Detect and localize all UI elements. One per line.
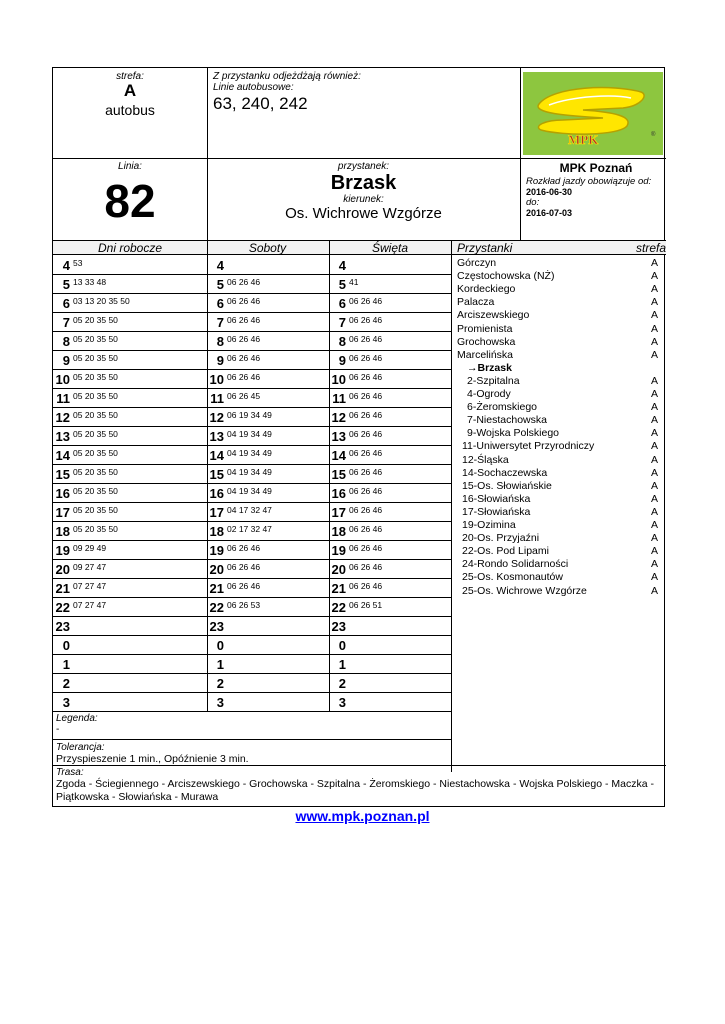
stop-name: Marcelińska bbox=[457, 348, 514, 361]
mpk-logo bbox=[523, 72, 663, 155]
stop-name: 22-Os. Pod Lipami bbox=[462, 545, 549, 558]
saturday-minutes: 06 26 46 bbox=[227, 315, 261, 325]
schedule-row bbox=[53, 427, 451, 446]
saturday-hour: 16 bbox=[209, 486, 224, 501]
holidays-header: Święta bbox=[371, 241, 409, 255]
saturday-hour: 21 bbox=[209, 581, 224, 596]
bus-lines-label: Linie autobusowe: bbox=[213, 82, 294, 93]
holiday-minutes: 06 26 46 bbox=[349, 505, 383, 515]
holiday-minutes: 06 26 46 bbox=[349, 315, 383, 325]
holiday-hour: 18 bbox=[331, 524, 346, 539]
zone-box bbox=[53, 68, 207, 158]
holiday-minutes: 06 26 46 bbox=[349, 581, 383, 591]
current-stop bbox=[467, 362, 512, 374]
stop-zone: A bbox=[650, 492, 658, 505]
weekday-hour: 23 bbox=[55, 619, 70, 634]
saturday-hour: 10 bbox=[209, 372, 224, 387]
weekday-hour: 14 bbox=[55, 448, 70, 463]
stop-zone: A bbox=[650, 309, 658, 322]
stop-name: 17-Słowiańska bbox=[462, 505, 531, 518]
holiday-hour: 8 bbox=[338, 334, 346, 349]
stop-zone: A bbox=[650, 296, 658, 309]
route-value: Zgoda - Ściegiennego - Arciszewskiego - Grochowska - Szpitalna - Żeromskiego - Niestachowska - Wojska Polskiego - Maczka - Piątkowska - Słowiańska - Murawa bbox=[56, 778, 654, 803]
legend-value: - bbox=[56, 724, 60, 735]
current-stop-label: Brzask bbox=[477, 361, 512, 374]
saturday-minutes: 06 26 46 bbox=[227, 562, 261, 572]
weekday-hour: 6 bbox=[62, 296, 70, 311]
weekday-hour: 18 bbox=[55, 524, 70, 539]
weekday-minutes: 05 20 35 50 bbox=[73, 372, 118, 382]
weekday-hour: 5 bbox=[62, 277, 70, 292]
stop-zone: A bbox=[650, 558, 658, 571]
schedule-row bbox=[53, 351, 451, 370]
holiday-minutes: 06 26 46 bbox=[349, 429, 383, 439]
validity-box bbox=[520, 159, 666, 240]
schedule-row bbox=[53, 636, 451, 655]
schedule-row bbox=[53, 503, 451, 522]
bus-lines: 63, 240, 242 bbox=[213, 94, 308, 113]
holiday-minutes: 06 26 46 bbox=[349, 334, 383, 344]
saturday-minutes: 06 26 46 bbox=[227, 581, 261, 591]
holiday-minutes: 06 26 46 bbox=[349, 391, 383, 401]
saturday-hour: 18 bbox=[209, 524, 224, 539]
valid-to-label: do: bbox=[526, 197, 540, 208]
valid-to: 2016-07-03 bbox=[526, 208, 573, 218]
holiday-hour: 9 bbox=[338, 353, 346, 368]
weekday-hour: 15 bbox=[55, 467, 70, 482]
weekday-minutes: 53 bbox=[73, 258, 83, 268]
stop-box bbox=[207, 159, 520, 240]
schedule-row bbox=[53, 465, 451, 484]
stop-zone: A bbox=[650, 545, 658, 558]
saturday-hour: 19 bbox=[209, 543, 224, 558]
weekday-hour: 19 bbox=[55, 543, 70, 558]
stop-name: 7-Niestachowska bbox=[467, 414, 547, 427]
holiday-minutes: 06 26 46 bbox=[349, 524, 383, 534]
stop-name: Grochowska bbox=[457, 335, 516, 348]
tolerance-value: Przyspieszenie 1 min., Opóźnienie 3 min. bbox=[56, 753, 249, 765]
holiday-hour: 11 bbox=[332, 391, 346, 406]
saturday-minutes: 04 19 34 49 bbox=[227, 486, 272, 496]
vehicle-type: autobus bbox=[105, 102, 155, 118]
stop-name: 4-Ogrody bbox=[467, 388, 511, 400]
schedule-row bbox=[53, 370, 451, 389]
valid-from: 2016-06-30 bbox=[526, 187, 573, 197]
direction-name: Os. Wichrowe Wzgórze bbox=[285, 205, 442, 222]
stop-zone: A bbox=[650, 401, 658, 414]
weekday-minutes: 05 20 35 50 bbox=[73, 505, 118, 515]
stop-zone: A bbox=[650, 374, 658, 387]
weekday-hour: 9 bbox=[62, 353, 70, 368]
stop-zone: A bbox=[650, 257, 658, 269]
weekday-minutes: 05 20 35 50 bbox=[73, 410, 118, 420]
holiday-minutes: 06 26 51 bbox=[349, 600, 383, 610]
stop-zone: A bbox=[650, 322, 658, 335]
holiday-minutes: 06 26 46 bbox=[349, 486, 383, 496]
saturday-minutes: 06 26 53 bbox=[227, 600, 261, 610]
saturday-minutes: 06 26 46 bbox=[227, 277, 261, 287]
stop-zone: A bbox=[650, 427, 658, 440]
holiday-hour: 3 bbox=[338, 695, 346, 710]
stop-name: 12-Śląska bbox=[462, 453, 509, 466]
stop-zone: A bbox=[650, 414, 658, 427]
weekday-hour: 17 bbox=[55, 505, 70, 520]
saturday-hour: 15 bbox=[209, 467, 224, 482]
direction-label: kierunek: bbox=[343, 194, 384, 205]
saturday-hour: 5 bbox=[216, 277, 224, 292]
stop-name: Arciszewskiego bbox=[457, 309, 530, 322]
weekday-minutes: 03 13 20 35 50 bbox=[73, 296, 130, 306]
weekday-hour: 4 bbox=[62, 258, 70, 273]
legend-box bbox=[53, 712, 451, 740]
stop-zone: A bbox=[650, 584, 658, 597]
saturday-hour: 9 bbox=[216, 353, 224, 368]
schedule-row bbox=[53, 332, 451, 351]
schedule-row bbox=[53, 294, 451, 313]
stop-zone: A bbox=[650, 283, 658, 296]
stop-name: Palacza bbox=[457, 296, 495, 309]
holiday-minutes: 06 26 46 bbox=[349, 467, 383, 477]
timetable-frame bbox=[52, 67, 665, 807]
schedule-row bbox=[53, 655, 451, 674]
weekday-minutes: 07 27 47 bbox=[73, 600, 107, 610]
weekday-hour: 3 bbox=[62, 695, 70, 710]
weekday-hour: 0 bbox=[62, 638, 70, 653]
stop-name: 19-Ozimina bbox=[462, 519, 516, 531]
schedule-row bbox=[53, 617, 451, 636]
weekday-minutes: 05 20 35 50 bbox=[73, 486, 118, 496]
holiday-hour: 13 bbox=[331, 429, 346, 444]
saturday-minutes: 04 17 32 47 bbox=[227, 505, 272, 515]
stop-zone: A bbox=[650, 388, 658, 400]
saturday-minutes: 02 17 32 47 bbox=[227, 524, 272, 534]
schedule-row bbox=[53, 522, 451, 541]
holiday-minutes: 06 26 46 bbox=[349, 353, 383, 363]
saturday-minutes: 06 26 46 bbox=[227, 543, 261, 553]
stop-name: 9-Wojska Polskiego bbox=[467, 427, 560, 440]
stop-zone: A bbox=[650, 505, 658, 518]
weekday-hour: 10 bbox=[55, 372, 70, 387]
weekday-minutes: 05 20 35 50 bbox=[73, 391, 118, 401]
weekday-hour: 16 bbox=[55, 486, 70, 501]
saturday-hour: 20 bbox=[209, 562, 224, 577]
holiday-hour: 16 bbox=[331, 486, 346, 501]
saturday-hour: 13 bbox=[209, 429, 224, 444]
schedule-row bbox=[53, 256, 451, 275]
stops-header: Przystanki bbox=[457, 241, 513, 255]
stop-name: Częstochowska (NŻ) bbox=[457, 270, 555, 283]
weekday-minutes: 07 27 47 bbox=[73, 581, 107, 591]
line-box bbox=[53, 159, 207, 240]
weekday-minutes: 05 20 35 50 bbox=[73, 334, 118, 344]
valid-from-label: Rozkład jazdy obowiązuje od: bbox=[526, 176, 652, 187]
stop-zone: A bbox=[650, 348, 658, 361]
weekday-hour: 11 bbox=[56, 391, 70, 406]
schedule-row bbox=[53, 541, 451, 560]
stop-zone: A bbox=[650, 335, 658, 348]
holiday-hour: 17 bbox=[331, 505, 346, 520]
zone-header: strefa bbox=[636, 241, 667, 255]
holiday-hour: 14 bbox=[331, 448, 346, 463]
schedule-grid bbox=[53, 256, 451, 712]
stop-name: 15-Os. Słowiańskie bbox=[462, 479, 552, 492]
holiday-hour: 2 bbox=[338, 676, 346, 691]
mpk-logo-icon bbox=[523, 72, 663, 155]
route-label: Trasa: bbox=[56, 767, 84, 778]
stop-zone: A bbox=[650, 479, 658, 492]
weekday-minutes: 05 20 35 50 bbox=[73, 467, 118, 477]
holiday-hour: 1 bbox=[338, 657, 346, 672]
weekday-hour: 7 bbox=[62, 315, 70, 330]
holiday-minutes: 06 26 46 bbox=[349, 372, 383, 382]
stop-name: 16-Słowiańska bbox=[462, 492, 531, 505]
stop-zone: A bbox=[650, 440, 658, 453]
holiday-hour: 12 bbox=[331, 410, 346, 425]
schedule-row bbox=[53, 693, 451, 712]
saturday-hour: 12 bbox=[209, 410, 224, 425]
weekday-minutes: 05 20 35 50 bbox=[73, 448, 118, 458]
line-label: Linia: bbox=[118, 161, 142, 172]
stop-name: 24-Rondo Solidarności bbox=[462, 558, 569, 571]
saturday-hour: 3 bbox=[216, 695, 224, 710]
weekday-hour: 21 bbox=[55, 581, 70, 596]
stop-name: 25-Os. Wichrowe Wzgórze bbox=[462, 584, 587, 597]
schedule-row bbox=[53, 446, 451, 465]
weekday-hour: 1 bbox=[62, 657, 70, 672]
stop-zone: A bbox=[650, 532, 658, 545]
saturday-hour: 14 bbox=[209, 448, 224, 463]
svg-text:MPK: MPK bbox=[568, 132, 599, 147]
stop-name: 25-Os. Kosmonautów bbox=[462, 571, 563, 584]
saturday-hour: 22 bbox=[209, 600, 224, 615]
schedule-row bbox=[53, 408, 451, 427]
mpk-website-link[interactable]: www.mpk.poznan.pl bbox=[295, 808, 430, 824]
stop-zone: A bbox=[650, 519, 658, 531]
holiday-minutes: 06 26 46 bbox=[349, 562, 383, 572]
tolerance-label: Tolerancja: bbox=[56, 742, 105, 753]
weekday-minutes: 05 20 35 50 bbox=[73, 429, 118, 439]
saturday-minutes: 04 19 34 49 bbox=[227, 448, 272, 458]
holiday-hour: 15 bbox=[331, 467, 346, 482]
weekday-minutes: 05 20 35 50 bbox=[73, 315, 118, 325]
holiday-hour: 10 bbox=[331, 372, 346, 387]
holiday-hour: 5 bbox=[338, 277, 346, 292]
saturday-minutes: 06 26 46 bbox=[227, 372, 261, 382]
holiday-hour: 23 bbox=[331, 619, 346, 634]
weekday-minutes: 05 20 35 50 bbox=[73, 353, 118, 363]
schedule-row bbox=[53, 389, 451, 408]
holiday-minutes: 06 26 46 bbox=[349, 543, 383, 553]
svg-text:®: ® bbox=[651, 132, 656, 138]
legend-label: Legenda: bbox=[56, 713, 98, 724]
other-lines-box bbox=[207, 68, 520, 158]
weekday-hour: 8 bbox=[62, 334, 70, 349]
stop-name: 20-Os. Przyjaźni bbox=[462, 532, 540, 545]
saturday-hour: 2 bbox=[216, 676, 224, 691]
saturday-hour: 1 bbox=[216, 657, 224, 672]
weekday-hour: 13 bbox=[55, 429, 70, 444]
stop-zone: A bbox=[650, 571, 658, 584]
holiday-hour: 20 bbox=[331, 562, 346, 577]
stop-zone: A bbox=[650, 270, 658, 283]
weekday-hour: 20 bbox=[55, 562, 70, 577]
footer bbox=[0, 808, 725, 826]
weekday-hour: 12 bbox=[55, 410, 70, 425]
stop-name: 11-Uniwersytet Przyrodniczy bbox=[462, 440, 595, 453]
stop-zone: A bbox=[650, 453, 658, 466]
weekday-hour: 2 bbox=[62, 676, 70, 691]
saturday-hour: 4 bbox=[216, 258, 224, 273]
schedule-row bbox=[53, 674, 451, 693]
saturday-minutes: 06 26 46 bbox=[227, 334, 261, 344]
saturday-hour: 23 bbox=[209, 619, 224, 634]
column-header-row bbox=[53, 241, 666, 255]
saturday-minutes: 04 19 34 49 bbox=[227, 429, 272, 439]
holiday-hour: 22 bbox=[331, 600, 346, 615]
holiday-hour: 7 bbox=[338, 315, 346, 330]
weekday-hour: 22 bbox=[55, 600, 70, 615]
holiday-minutes: 06 26 46 bbox=[349, 296, 383, 306]
stop-name: Kordeckiego bbox=[457, 283, 516, 296]
saturday-minutes: 06 19 34 49 bbox=[227, 410, 272, 420]
saturday-hour: 11 bbox=[210, 391, 224, 406]
zone-label: strefa: bbox=[116, 71, 144, 82]
stop-name: 2-Szpitalna bbox=[467, 374, 520, 387]
stop-name: 14-Sochaczewska bbox=[462, 466, 548, 479]
schedule-row bbox=[53, 313, 451, 332]
holiday-minutes: 41 bbox=[349, 277, 359, 287]
saturday-minutes: 06 26 46 bbox=[227, 353, 261, 363]
stop-name: 6-Żeromskiego bbox=[467, 401, 538, 414]
schedule-row bbox=[53, 579, 451, 598]
saturdays-header: Soboty bbox=[248, 241, 287, 255]
company-name: MPK Poznań bbox=[559, 161, 633, 175]
stops-list bbox=[457, 257, 666, 607]
stop-label: przystanek: bbox=[337, 161, 390, 172]
saturday-hour: 8 bbox=[216, 334, 224, 349]
saturday-minutes: 06 26 46 bbox=[227, 296, 261, 306]
saturday-hour: 0 bbox=[216, 638, 224, 653]
weekday-minutes: 09 29 49 bbox=[73, 543, 107, 553]
holiday-hour: 19 bbox=[331, 543, 346, 558]
saturday-minutes: 06 26 45 bbox=[227, 391, 261, 401]
schedule-row bbox=[53, 560, 451, 579]
saturday-hour: 7 bbox=[216, 315, 224, 330]
holiday-minutes: 06 26 46 bbox=[349, 410, 383, 420]
arrow-right-icon: → bbox=[467, 361, 478, 374]
weekday-minutes: 05 20 35 50 bbox=[73, 524, 118, 534]
zone-value: A bbox=[123, 81, 137, 100]
weekday-minutes: 09 27 47 bbox=[73, 562, 107, 572]
weekdays-header: Dni robocze bbox=[97, 241, 163, 255]
weekday-minutes: 13 33 48 bbox=[73, 277, 107, 287]
holiday-hour: 21 bbox=[331, 581, 346, 596]
other-lines-label: Z przystanku odjeżdżają również: bbox=[213, 71, 361, 82]
saturday-hour: 6 bbox=[216, 296, 224, 311]
schedule-row bbox=[53, 598, 451, 617]
schedule-row bbox=[53, 484, 451, 503]
stop-zone: A bbox=[650, 466, 658, 479]
holiday-hour: 6 bbox=[338, 296, 346, 311]
line-number: 82 bbox=[104, 175, 156, 227]
holiday-minutes: 06 26 46 bbox=[349, 448, 383, 458]
holiday-hour: 4 bbox=[338, 258, 346, 273]
holiday-hour: 0 bbox=[338, 638, 346, 653]
schedule-row bbox=[53, 275, 451, 294]
stop-name: Promienista bbox=[457, 322, 513, 335]
stop-name: Brzask bbox=[330, 172, 397, 194]
stop-name: Górczyn bbox=[457, 257, 497, 269]
route-box bbox=[53, 766, 666, 807]
saturday-minutes: 04 19 34 49 bbox=[227, 467, 272, 477]
saturday-hour: 17 bbox=[209, 505, 224, 520]
